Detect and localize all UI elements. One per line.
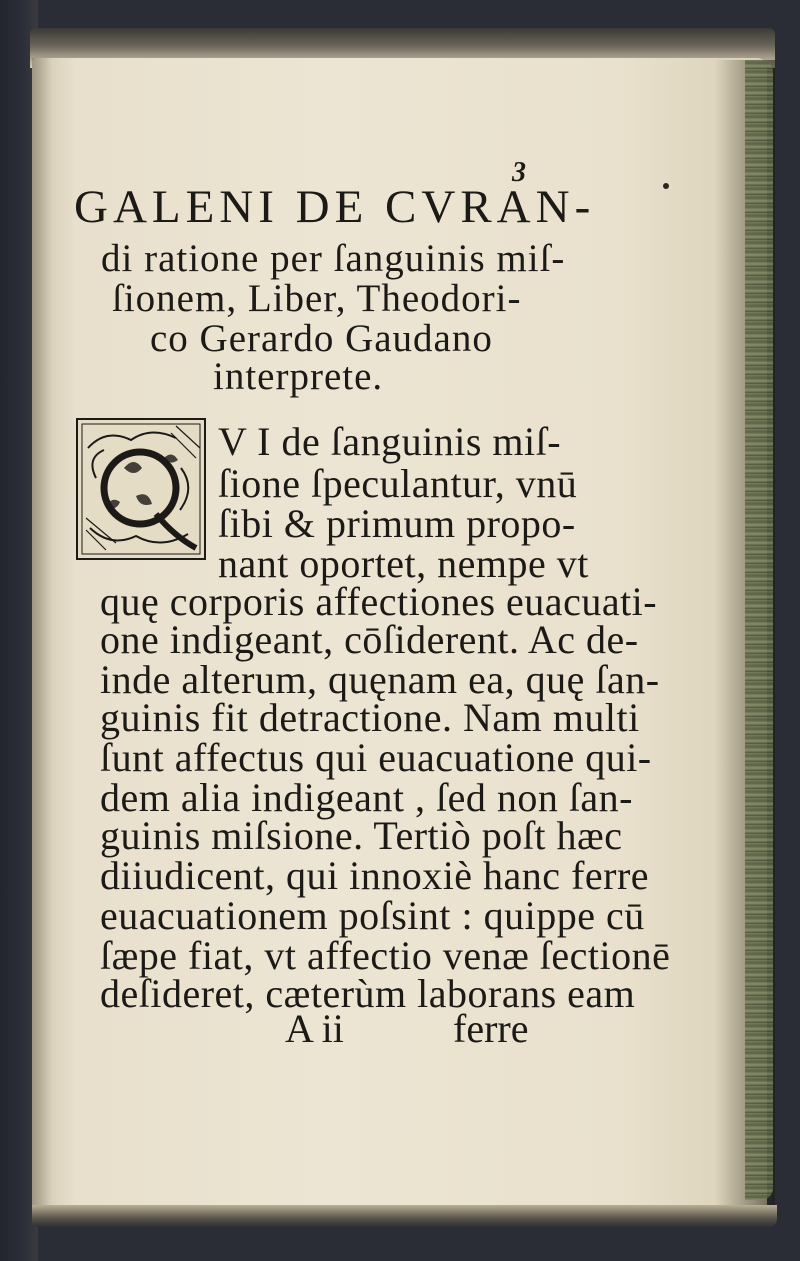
page-bottom-edge [32, 1205, 777, 1227]
book-fore-edge [745, 60, 773, 1200]
text-line-3: ſibi & primum propo- [218, 501, 576, 546]
title-line-3: ſionem, Liber, Theodori- [112, 277, 522, 320]
text-line-7: inde alterum, quęnam ea, quę ſan- [100, 657, 660, 702]
catchword: ferre [453, 1006, 529, 1051]
signature-label: A ii [285, 1006, 344, 1051]
page-gutter-shadow [32, 58, 52, 1218]
title-line-1: GALENI DE CVRAN- [74, 181, 596, 233]
title-line-5: interprete. [213, 355, 384, 398]
text-line-1: V I de ſanguinis miſ- [218, 419, 562, 464]
text-line-12: diiudicent, qui innoxiè hanc ferre [100, 853, 650, 898]
title-line-4: co Gerardo Gaudano [150, 317, 493, 360]
page-footer [285, 1005, 529, 1052]
text-line-2: ſione ſpeculantur, vnū [218, 461, 578, 506]
text-line-14: ſæpe fiat, vt affectio venæ ſectionē [100, 933, 671, 978]
text-line-6: one indigeant, cōſiderent. Ac de- [100, 617, 639, 662]
text-line-5: quę corporis affectiones euacuati- [100, 579, 658, 624]
text-line-9: ſunt affectus qui euacuatione qui- [100, 735, 652, 780]
ornamental-initial-q-icon [76, 418, 206, 560]
text-line-8: guinis fit detractione. Nam multi [100, 695, 640, 740]
text-line-15: deſideret, cæterùm laborans eam [100, 971, 636, 1016]
page-signature-mark: 3 [512, 157, 526, 188]
title-line-2: di ratione per ſanguinis miſ- [101, 237, 566, 280]
ink-speck [663, 183, 669, 189]
text-line-10: dem alia indigeant , ſed non ſan- [100, 775, 634, 820]
text-line-11: guinis miſsione. Tertiò poſt hæc [100, 813, 623, 858]
text-line-13: euacuationem poſsint : quippe cū [100, 893, 645, 938]
text-line-4: nant oportet, nempe vt [218, 541, 589, 586]
